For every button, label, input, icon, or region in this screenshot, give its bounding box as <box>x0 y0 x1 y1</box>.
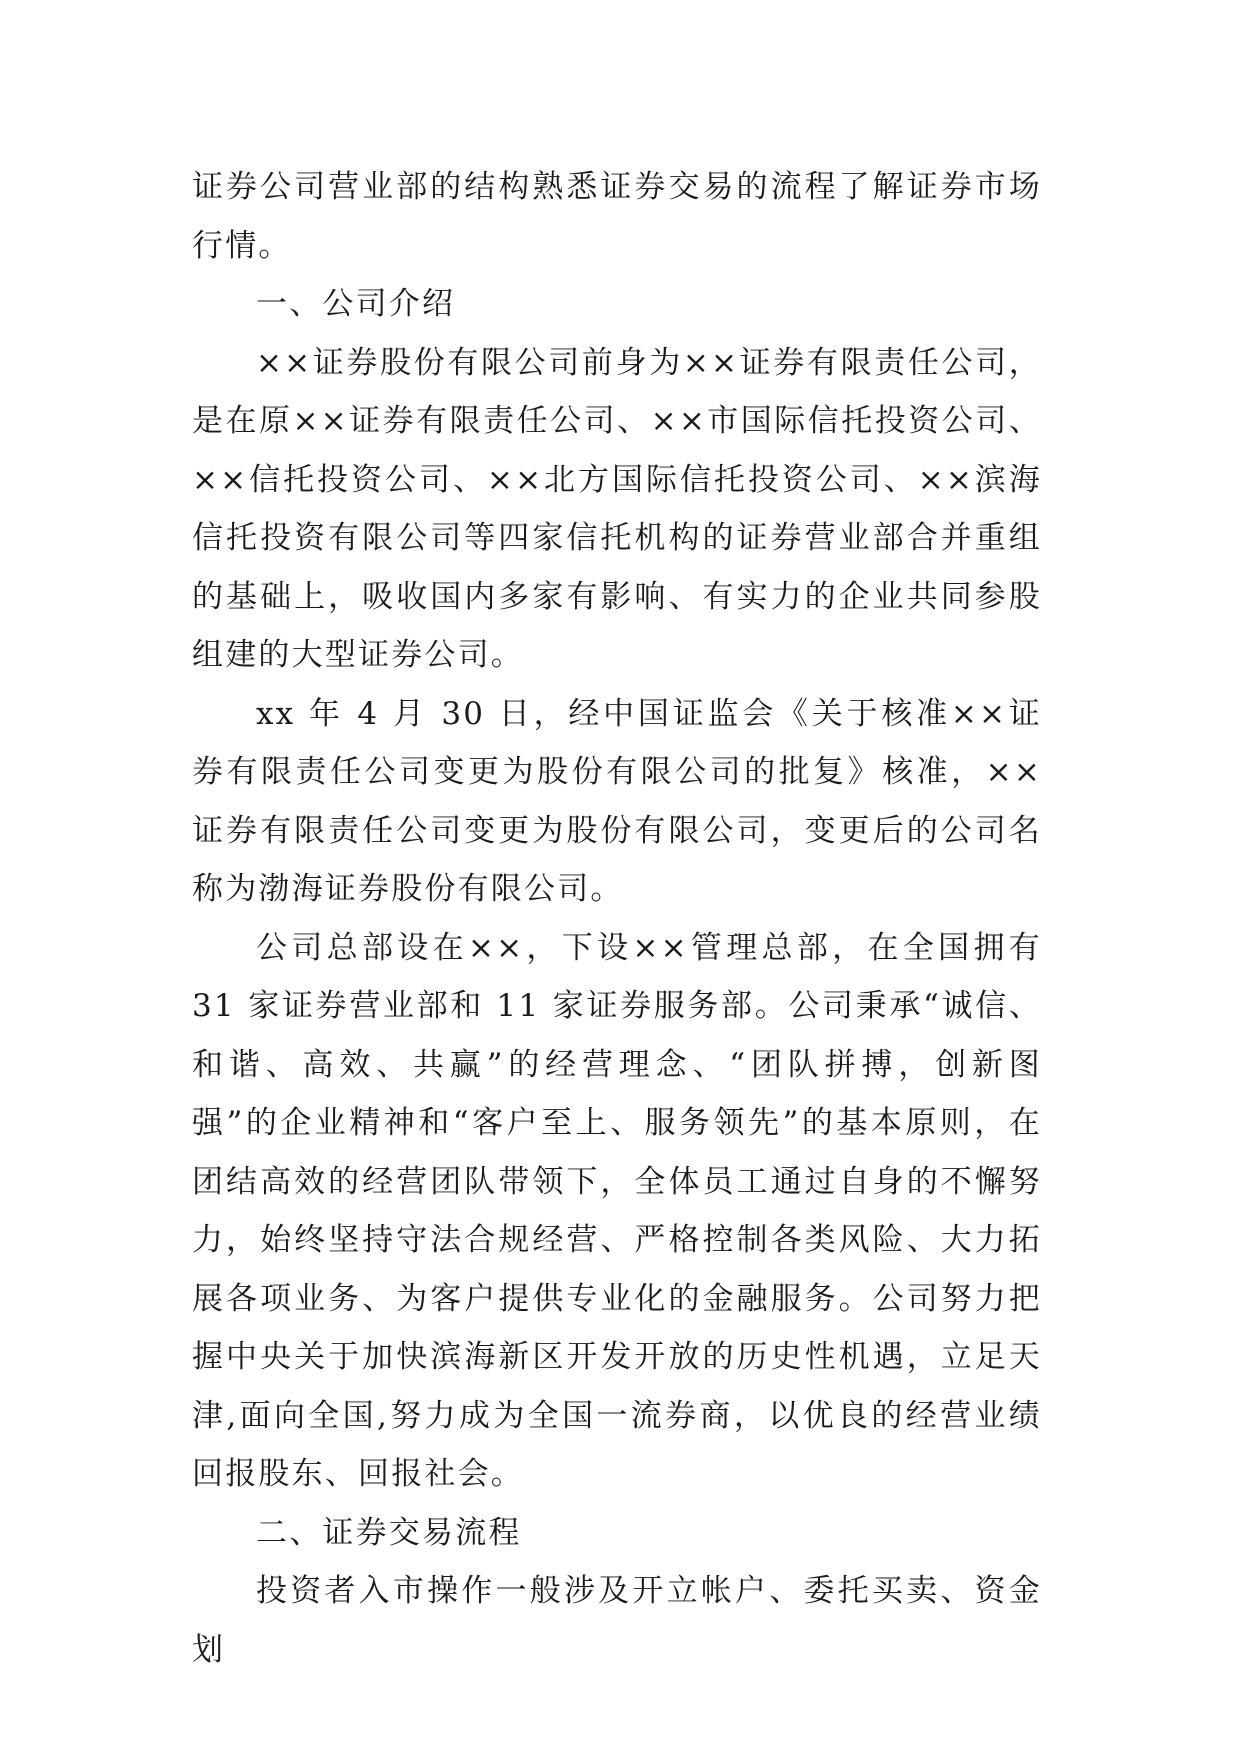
section-heading-company-intro: 一、公司介绍 <box>256 286 456 322</box>
paragraph-trading-process: 投资者入市操作一般涉及开立帐户、委托买卖、资金划 <box>192 1573 1042 1668</box>
paragraph-intro-continuation: 证券公司营业部的结构熟悉证券交易的流程了解证券市场行情。 <box>192 169 1042 264</box>
paragraph-headquarters: 公司总部设在××，下设××管理总部，在全国拥有 31 家证券营业部和 11 家证券服务部。公司秉承“诚信、和谐、高效、共赢”的经营理念、“团队拼搏，创新图强”的企业精神和“客户至上、服务领先”的基本原则，在团结高效的经营团队带领下，全体员工通过自身的不懈努力，始终坚持守法合规经营、严格控制各类风险、大力拓展各项业务、为客户提供专业化的金融服务。公司努力把握中央关于加快滨海新区开发开放的历史性机遇，立足天津,面向全国,努力成为全国一流券商，以优良的经营业绩回报股东、回报社会。 <box>192 929 1042 1492</box>
paragraph-company-origin: ××证券股份有限公司前身为××证券有限责任公司，是在原××证券有限责任公司、××市国际信托投资公司、××信托投资公司、××北方国际信托投资公司、××滨海信托投资有限公司等四家信托机构的证券营业部合并重组的基础上，吸收国内多家有影响、有实力的企业共同参股组建的大型证券公司。 <box>192 344 1042 673</box>
section-heading-trading-process: 二、证券交易流程 <box>256 1514 522 1551</box>
body-text <box>192 158 1042 1679</box>
paragraph-restructuring: xx 年 4 月 30 日，经中国证监会《关于核准××证券有限责任公司变更为股份有限公司的批复》核准，××证券有限责任公司变更为股份有限公司，变更后的公司名称为渤海证券股份有限公司。 <box>192 695 1042 907</box>
